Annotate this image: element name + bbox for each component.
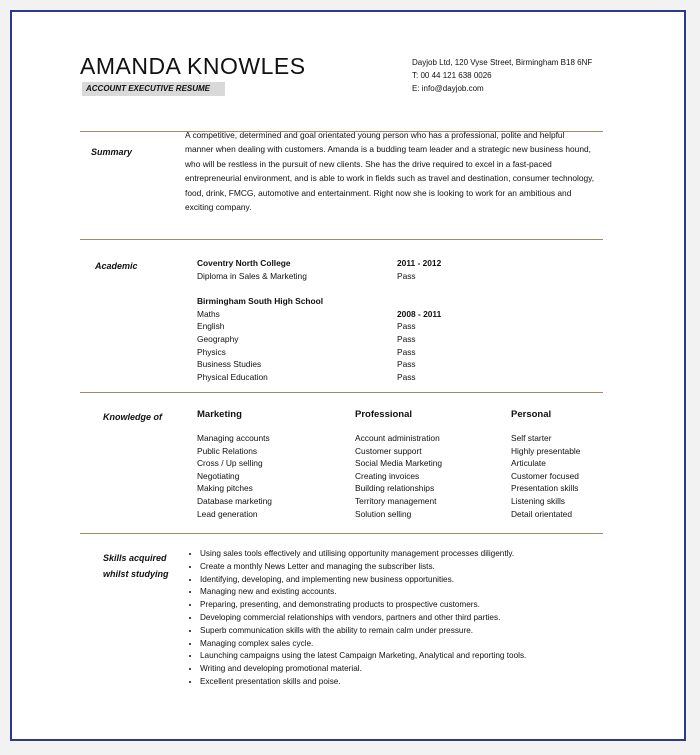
list-item: • Superb communication skills with the ability to remain calm under pressure.	[200, 625, 526, 638]
skills-label-line: whilst studying	[103, 569, 169, 579]
divider	[80, 533, 603, 534]
school-name: Birmingham South High School	[197, 296, 324, 307]
contact-block	[412, 56, 592, 95]
list-item: • Managing new and existing accounts.	[200, 586, 526, 599]
list-item: Database marketing	[197, 495, 272, 506]
contact-phone: T: 00 44 121 638 0026	[412, 71, 492, 80]
list-item: Customer focused	[511, 470, 579, 481]
summary-text: A competitive, determined and goal orientated young person who has a professional, polite and helpful manner when dealing with customers. Amanda is a budding team leader and a strategic new business hound, who will be restless in the pursuit of new clients. She has the drive required to excel in a fast-paced entrepreneurial environment, and is able to work in fields such as travel and destination, consumer technology, food, drink, FMCG, automotive and entertainment. Right now she is looking to work for an ambitious and exciting company.	[185, 130, 595, 213]
academic-left-column	[197, 257, 323, 383]
list-item: • Identifying, developing, and implementing new business opportunities.	[200, 574, 526, 587]
contact-email: E: info@dayjob.com	[412, 84, 484, 93]
list-item: Self starter	[511, 433, 552, 443]
resume-subtitle: ACCOUNT EXECUTIVE RESUME	[82, 82, 225, 96]
list-item: Solution selling	[355, 508, 412, 519]
list-item: Highly presentable	[511, 445, 581, 456]
subject-result: Pass	[397, 333, 416, 344]
divider	[80, 392, 603, 393]
list-item: Building relationships	[355, 483, 435, 494]
list-item: • Managing complex sales cycle.	[200, 638, 526, 651]
summary-label: Summary	[91, 147, 133, 157]
list-item: • Create a monthly News Letter and managing the subscriber lists.	[200, 561, 526, 574]
list-item: • Developing commercial relationships with vendors, partners and other third parties.	[200, 612, 526, 625]
college-result: Pass	[397, 270, 416, 281]
academic-right-column	[397, 257, 441, 383]
candidate-name: AMANDA KNOWLES	[80, 53, 306, 79]
list-item: Listening skills	[511, 495, 565, 506]
list-item: Managing accounts	[197, 433, 270, 443]
list-item: Making pitches	[197, 483, 253, 494]
list-item: Social Media Marketing	[355, 458, 443, 469]
college-years: 2011 - 2012	[397, 258, 442, 268]
list-item: • Writing and developing promotional material.	[200, 663, 526, 676]
list-item: • Using sales tools effectively and utilising opportunity management processes diligently.	[200, 548, 526, 561]
knowledge-label: Knowledge of	[103, 412, 162, 422]
college-course: Diploma in Sales & Marketing	[197, 270, 307, 281]
professional-heading: Professional	[355, 409, 413, 420]
subject-item: English	[197, 321, 225, 332]
subject-item: Geography	[197, 333, 239, 344]
skills-list	[186, 548, 526, 689]
skills-label-line: Skills acquired	[103, 553, 167, 563]
skills-label	[103, 550, 169, 582]
list-item: • Preparing, presenting, and demonstrating products to prospective customers.	[200, 599, 526, 612]
subject-item: Business Studies	[197, 359, 262, 370]
personal-list	[511, 432, 580, 520]
list-item: Detail orientated	[511, 508, 572, 519]
list-item: Territory management	[355, 495, 437, 506]
subject-item: Physics	[197, 346, 226, 357]
subject-result: Pass	[397, 359, 416, 370]
contact-address: Dayjob Ltd, 120 Vyse Street, Birmingham B18 6NF	[412, 58, 593, 67]
list-item: Customer support	[355, 445, 422, 456]
divider	[80, 239, 603, 240]
list-item: Creating invoices	[355, 470, 420, 481]
subject-result: Pass	[397, 371, 416, 382]
list-item: • Launching campaigns using the latest Campaign Marketing, Analytical and reporting tools.	[200, 650, 526, 663]
subject-item: Physical Education	[197, 371, 268, 382]
marketing-heading: Marketing	[197, 409, 242, 420]
academic-label: Academic	[95, 261, 138, 271]
list-item: Presentation skills	[511, 483, 579, 494]
list-item: • Excellent presentation skills and poise.	[200, 676, 526, 689]
marketing-list	[197, 432, 272, 520]
list-item: Cross / Up selling	[197, 458, 263, 469]
college-name: Coventry North College	[197, 258, 291, 268]
subject-item: Maths	[197, 308, 220, 319]
list-item: Public Relations	[197, 445, 258, 456]
personal-heading: Personal	[511, 409, 552, 420]
school-years: 2008 - 2011	[397, 308, 442, 319]
list-item: Lead generation	[197, 508, 258, 519]
professional-list	[355, 432, 442, 520]
list-item: Account administration	[355, 433, 440, 443]
subject-result: Pass	[397, 346, 416, 357]
list-item: Articulate	[511, 458, 546, 469]
list-item: Negotiating	[197, 470, 240, 481]
subject-result: Pass	[397, 321, 416, 332]
